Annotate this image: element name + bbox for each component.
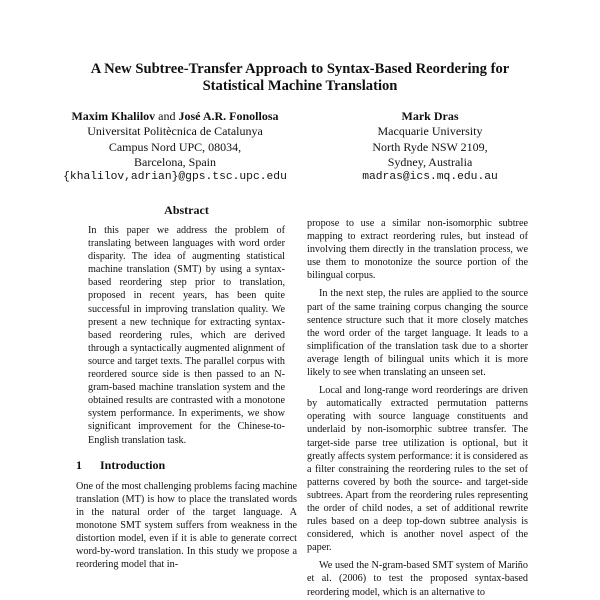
email-left: {khalilov,adrian}@gps.tsc.upc.edu <box>63 171 287 184</box>
email-right: madras@ics.mq.edu.au <box>362 171 498 184</box>
affiliation-left-2: Campus Nord UPC, 08034, <box>108 139 242 154</box>
author-names-left <box>10 109 340 124</box>
authors-left <box>10 109 340 185</box>
right-paragraph-1: propose to use a similar non-isomorphic subtree mapping to extract reordering rules, but instead of involving them directly in the translation process, we use them to monotonize the source portion of the bilingual corpus. <box>307 218 528 282</box>
intro-paragraph-1: One of the most challenging problems facing machine translation (MT) is how to place the translated words in the natural order of the target language. A monotone SMT system suffers from weakness in the distortion model, even if it is able to generate correct word-by-word translation. In this study we propose a reordering model that in- <box>76 480 297 571</box>
authors-right <box>330 109 530 185</box>
author-conjunction: and <box>158 109 176 123</box>
title-line-1: A New Subtree-Transfer Approach to Syntax-Based Reordering for <box>90 61 510 77</box>
right-column <box>307 217 528 599</box>
affiliation-right-3: Sydney, Australia <box>387 154 473 169</box>
author-name-3: Mark Dras <box>401 109 459 123</box>
right-paragraph-3: Local and long-range word reorderings are driven by automatically extracted permutation patterns operating with source language constituents and underlaid by non-isomorphic subtree transfer. The target-side parse tree utilization is optional, but it greatly affects system performance: it is considered as a filter constraining the reordering rules to the set of patterns covered by both the source- and target-side subtrees. Apart from the reordering rules representing the order of child nodes, a set of additional rewrite rules based on a deep top-down subtree analysis is considered, which is another novel aspect of the paper. <box>307 385 528 554</box>
paper-title <box>40 61 560 95</box>
affiliation-left-1: Universitat Politècnica de Catalunya <box>87 124 263 139</box>
author-name-2: José A.R. Fonollosa <box>178 109 279 123</box>
left-column <box>76 203 297 571</box>
author-name-1: Maxim Khalilov <box>71 109 156 123</box>
section-heading-introduction <box>76 458 297 472</box>
affiliation-right-2: North Ryde NSW 2109, <box>372 139 488 154</box>
section-number: 1 <box>76 457 82 472</box>
right-paragraph-2: In the next step, the rules are applied to the source part of the same training corpus changing the source sentence structure such that it more closely matches the word order of the target language. It leads to a simplification of the translation task due to a shorter average length of bilingual units which it is more likely to see when translating an unseen set. <box>307 288 528 379</box>
abstract-text: In this paper we address the problem of translating between languages with word order disparity. The idea of augmenting statistical machine translation (SMT) by using a syntax-based reordering step prior to translation, proposed in recent years, has been quite successful in improving translation quality. We present a new technique for extracting syntax-based reordering rules, which are derived through a syntactically augmented alignment of source and target texts. The parallel corpus with reordered source side is then passed to an N-gram-based machine translation system and the obtained results are contrasted with a monotone system performance. In experiments, we show significant improvement for the Chinese-to-English translation task. <box>88 225 285 446</box>
abstract-heading: Abstract <box>164 203 209 217</box>
title-line-2: Statistical Machine Translation <box>202 78 398 94</box>
section-title: Introduction <box>100 457 166 472</box>
affiliation-right-1: Macquarie University <box>377 124 483 139</box>
affiliation-left-3: Barcelona, Spain <box>134 154 216 169</box>
right-paragraph-4: We used the N-gram-based SMT system of Mariño et al. (2006) to test the proposed syntax-based reordering model, which is an alternative to <box>307 560 528 598</box>
